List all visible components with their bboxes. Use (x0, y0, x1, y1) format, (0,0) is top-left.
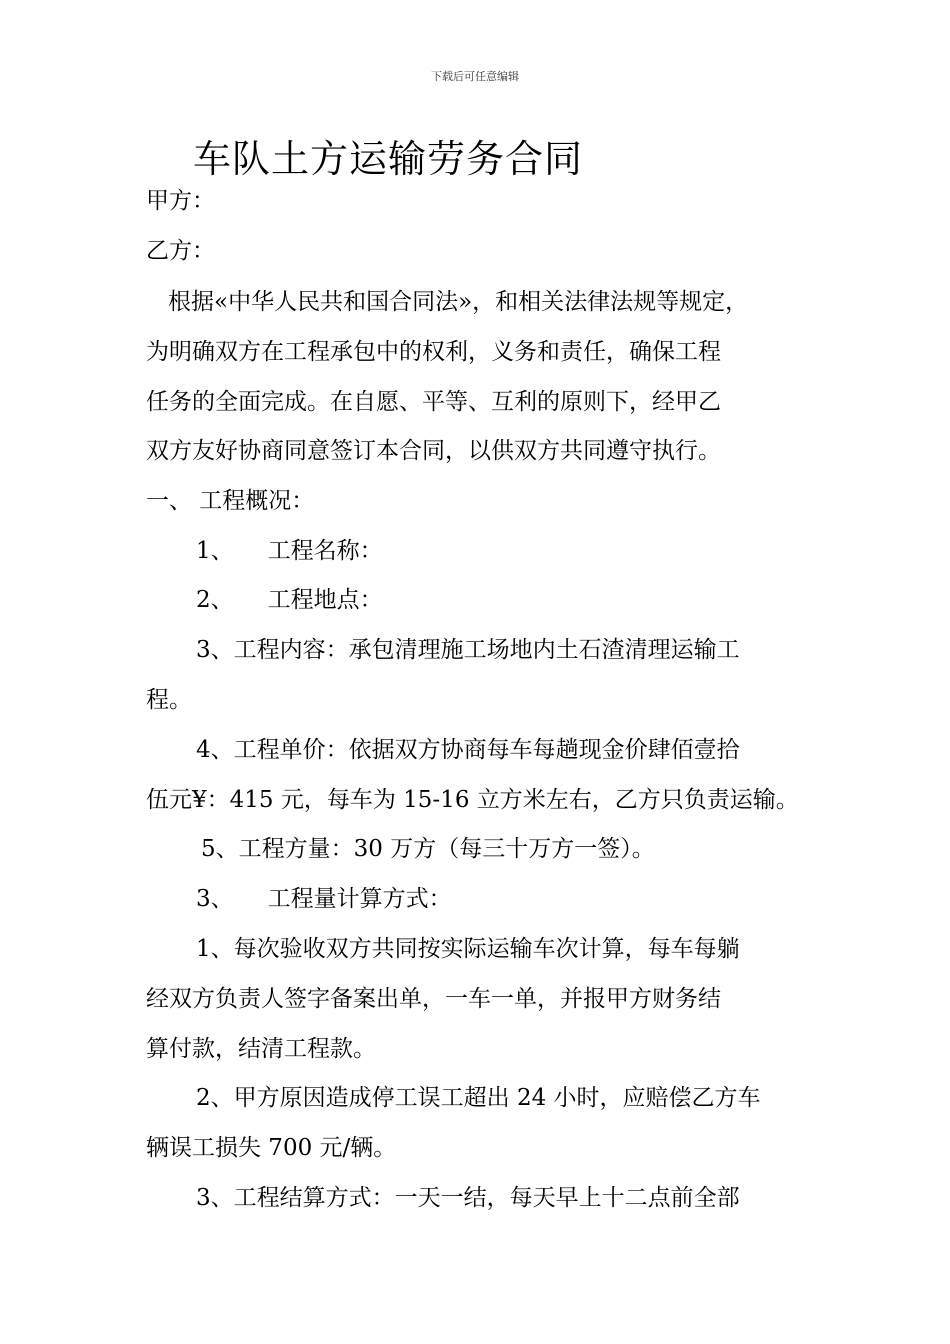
item-number: 2、 (196, 587, 234, 613)
section-heading: 一、 工程概况： (146, 488, 315, 514)
item-text: 工程地点： (267, 587, 383, 613)
paragraph-line: 算付款，结清工程款。 (146, 1036, 376, 1062)
paragraph-line: 伍元¥：415 元，每车为 15-16 立方米左右，乙方只负责运输。 (146, 787, 799, 813)
item-number: 1、 (196, 538, 234, 564)
preamble-line: 根据«中华人民共和国合同法»，和相关法律法规等规定， (168, 289, 749, 315)
header-note: 下载后可任意编辑 (431, 70, 519, 83)
paragraph-line: 经双方负责人签字备案出单，一车一单，并报甲方财务结 (146, 986, 721, 1012)
paragraph-line: 1、每次验收双方共同按实际运输车次计算，每车每躺 (196, 936, 740, 962)
preamble-line: 任务的全面完成。在自愿、平等、互利的原则下，经甲乙 (146, 389, 721, 415)
paragraph-line: 4、工程单价：依据双方协商每车每趟现金价肆佰壹拾 (196, 737, 740, 763)
list-item (196, 585, 383, 615)
preamble-line: 为明确双方在工程承包中的权利，义务和责任，确保工程 (146, 339, 721, 365)
section-heading (196, 884, 452, 914)
item-number: 3、 (196, 886, 234, 912)
party-a-label: 甲方： (146, 188, 215, 214)
preamble-line: 双方友好协商同意签订本合同，以供双方共同遵守执行。 (146, 438, 721, 464)
paragraph-line: 5、工程方量：30 万方（每三十万方一签）。 (201, 836, 655, 862)
item-text: 工程名称： (267, 538, 383, 564)
paragraph-line: 2、甲方原因造成停工误工超出 24 小时，应赔偿乙方车 (196, 1085, 761, 1111)
paragraph-line: 3、工程内容：承包清理施工场地内土石渣清理运输工 (196, 637, 740, 663)
document-title: 车队土方运输劳务合同 (193, 137, 584, 181)
item-text: 工程量计算方式： (267, 886, 452, 912)
paragraph-line: 程。 (146, 687, 192, 713)
list-item (196, 536, 383, 566)
party-b-label: 乙方： (146, 238, 215, 264)
paragraph-line: 3、工程结算方式：一天一结，每天早上十二点前全部 (196, 1185, 740, 1211)
paragraph-line: 辆误工损失 700 元/辆。 (146, 1135, 397, 1161)
